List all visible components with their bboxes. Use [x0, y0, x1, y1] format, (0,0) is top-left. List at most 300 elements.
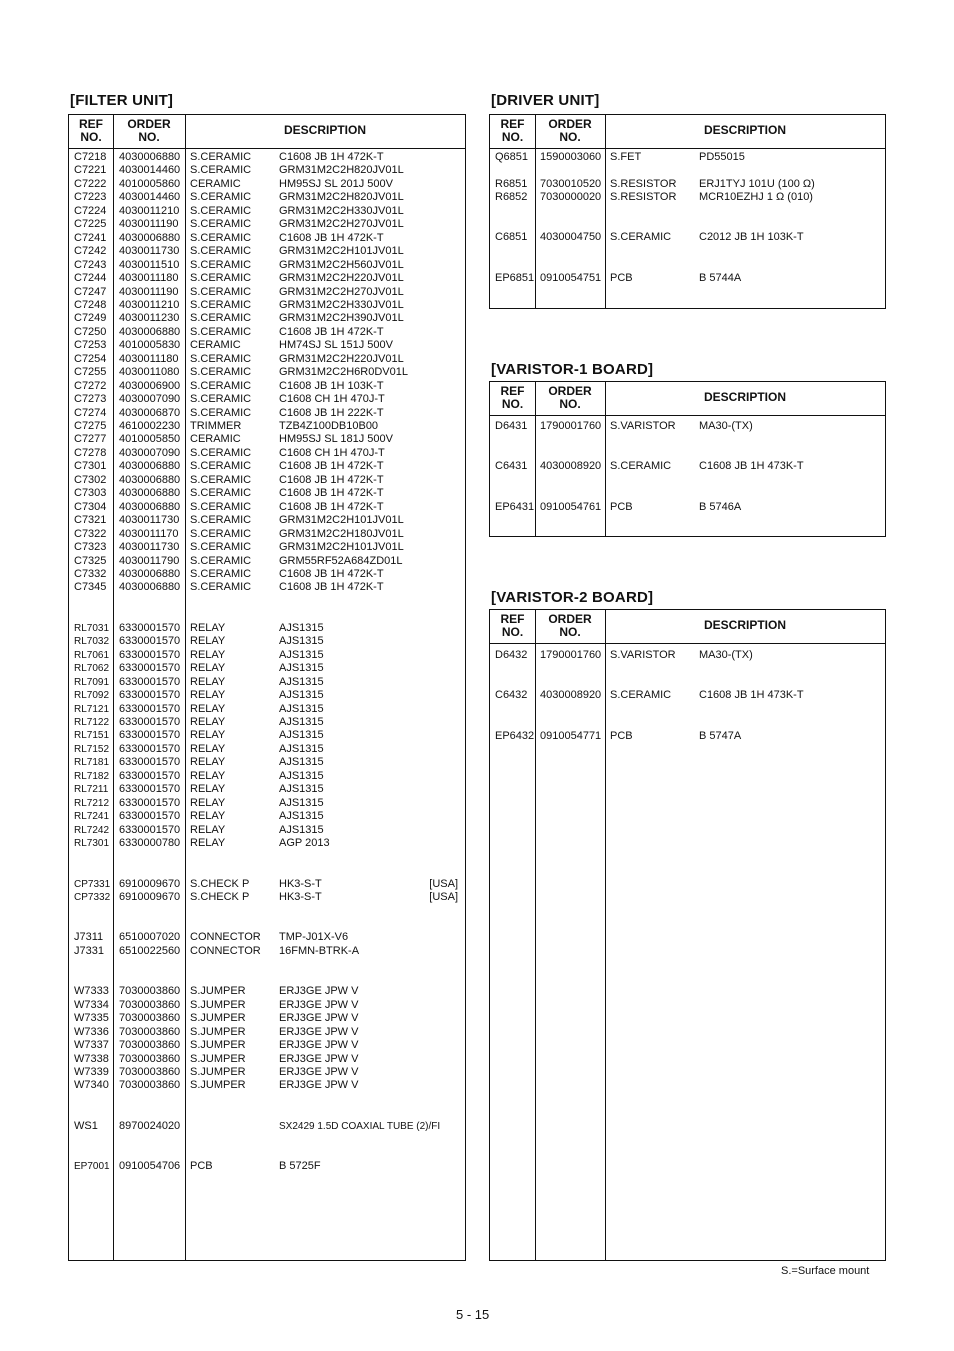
part-type-cell: CONNECTOR	[190, 944, 261, 957]
part-type-cell: S.CHECK P	[190, 890, 250, 903]
description-cell: GRM31M2C2H220JV01L	[279, 352, 404, 365]
part-type-cell: S.CERAMIC	[190, 393, 252, 406]
table-row	[69, 312, 465, 326]
part-type-cell: RELAY	[190, 742, 226, 755]
description-header: DESCRIPTION	[283, 123, 366, 137]
description-cell: MA30-(TX)	[699, 420, 753, 432]
description-cell: GRM31M2C2H101JV01L	[279, 541, 404, 554]
description-cell: HK3-S-T	[279, 890, 322, 903]
ref-no-cell: C7222	[74, 177, 107, 190]
ref-no-cell: C7303	[74, 487, 107, 500]
description-cell: AJS1315	[279, 729, 324, 742]
part-type-cell: S.CERAMIC	[190, 325, 252, 338]
part-type-cell: S.JUMPER	[190, 1066, 246, 1078]
table-row	[69, 891, 465, 905]
ref-no-cell: W7340	[74, 1079, 109, 1092]
table-row	[69, 1066, 465, 1080]
filter-unit-table	[68, 114, 466, 1261]
order-no-cell: 4030006880	[119, 500, 181, 513]
description-cell: AJS1315	[279, 742, 324, 755]
order-no-cell: 6510007020	[119, 931, 181, 944]
description-cell: C1608 JB 1H 472K-T	[279, 325, 384, 338]
ref-no-cell: Q6851	[495, 151, 529, 163]
order-no-cell: 4030004750	[540, 231, 602, 243]
part-type-cell: S.CERAMIC	[190, 164, 252, 177]
table-row	[69, 756, 465, 770]
order-no-cell: 6330001570	[119, 742, 181, 755]
varistor1-board-header	[490, 382, 885, 416]
ref-no-cell: C7254	[74, 352, 107, 365]
order-no-cell: 4030007090	[119, 393, 181, 406]
order-no-cell: 4010005830	[119, 339, 181, 352]
order-no-cell: 6330001570	[119, 729, 181, 742]
ref-no-cell: W7335	[74, 1012, 109, 1025]
driver-unit-header	[490, 115, 885, 149]
description-cell: AJS1315	[279, 823, 324, 836]
part-type-cell: S.CERAMIC	[190, 231, 252, 244]
order-no-cell: 6330001570	[119, 621, 181, 634]
ref-no-cell: R6851	[495, 178, 528, 190]
ref-no-cell: C7304	[74, 500, 107, 513]
ref-no-cell: C7323	[74, 541, 107, 554]
varistor2-board-table	[489, 609, 886, 1261]
ref-no-cell: EP7001	[74, 1161, 110, 1173]
order-no-cell: 7030010520	[540, 178, 602, 190]
ref-no-cell: J7331	[74, 944, 104, 957]
ref-no-cell: RL7031	[74, 622, 110, 634]
order-no-cell: 0910054751	[540, 272, 602, 284]
description-cell: AGP 2013	[279, 837, 330, 850]
ref-no-cell: C7302	[74, 473, 107, 486]
table-row	[69, 164, 465, 178]
order-no-cell: 6330001570	[119, 823, 181, 836]
ref-no-cell: C6432	[495, 689, 528, 701]
table-row	[69, 945, 465, 959]
table-row	[69, 191, 465, 205]
table-row	[69, 393, 465, 407]
ref-no-cell: J7311	[74, 931, 104, 944]
order-no-cell: 0910054761	[540, 501, 602, 513]
order-no-cell: 6330001570	[119, 689, 181, 702]
varistor2-board-header	[490, 610, 885, 644]
order-no-cell: 1790001760	[540, 649, 602, 661]
table-row	[490, 730, 885, 744]
table-row	[69, 514, 465, 528]
ref-no-cell: C7273	[74, 393, 107, 406]
order-no-cell: 4030007090	[119, 446, 181, 459]
table-row	[69, 272, 465, 286]
table-row	[490, 272, 885, 286]
order-no-cell: 6510022560	[119, 944, 181, 957]
ref-no-cell: C7223	[74, 191, 107, 204]
description-cell: C1608 JB 1H 473K-T	[699, 460, 804, 472]
table-row	[69, 1039, 465, 1053]
part-type-cell: PCB	[610, 501, 633, 513]
part-type-cell: RELAY	[190, 716, 226, 728]
order-no-cell: 4010005860	[119, 177, 181, 190]
ref-no-cell: EP6432	[495, 730, 535, 742]
table-row	[69, 353, 465, 367]
description-cell: GRM31M2C2H6R0DV01L	[279, 366, 408, 379]
order-no-cell: 4030011180	[119, 352, 179, 365]
ref-no-cell: D6431	[495, 420, 528, 432]
order-no-header: ORDER NO.	[127, 117, 171, 144]
description-cell: GRM31M2C2H180JV01L	[279, 527, 404, 540]
table-row	[490, 649, 885, 663]
part-type-cell: CERAMIC	[190, 339, 241, 352]
order-no-cell: 4030011510	[119, 258, 180, 271]
table-row	[69, 299, 465, 313]
part-type-cell: S.JUMPER	[190, 985, 246, 998]
table-row	[490, 501, 885, 515]
ref-no-cell: CP7331	[74, 878, 111, 890]
driver-unit-title: [DRIVER UNIT]	[491, 92, 600, 109]
description-cell: GRM31M2C2H820JV01L	[279, 191, 404, 204]
order-no-cell: 4610002230	[119, 420, 181, 432]
ref-no-cell: RL7032	[74, 636, 110, 648]
ref-no-cell: RL7061	[74, 649, 110, 661]
table-row	[69, 770, 465, 784]
ref-no-cell: W7339	[74, 1066, 109, 1078]
table-row	[69, 487, 465, 501]
part-type-cell: S.VARISTOR	[610, 649, 676, 661]
description-cell: TZB4Z100DB10B00	[279, 420, 379, 432]
ref-no-cell: C7241	[74, 231, 107, 244]
part-type-cell: S.FET	[610, 151, 642, 163]
ref-no-cell: RL7241	[74, 811, 110, 823]
order-no-cell: 6330001570	[119, 796, 181, 809]
description-cell: GRM31M2C2H390JV01L	[279, 312, 404, 325]
order-no-cell: 4030011210	[119, 298, 180, 311]
table-row	[69, 339, 465, 353]
ref-no-cell: R6852	[495, 191, 528, 204]
order-no-cell: 4030006900	[119, 379, 181, 392]
order-no-cell: 0910054706	[119, 1160, 181, 1173]
order-no-cell: 4030011190	[119, 285, 179, 298]
order-no-cell: 4030006880	[119, 487, 181, 500]
ref-no-cell: WS1	[74, 1119, 98, 1132]
table-row	[69, 447, 465, 461]
part-type-cell: RELAY	[190, 662, 226, 675]
part-type-cell: RELAY	[190, 769, 226, 782]
order-no-cell: 4030011080	[119, 366, 180, 379]
ref-no-cell: C7301	[74, 460, 107, 473]
table-row	[490, 420, 885, 434]
order-no-cell: 4030006880	[119, 460, 181, 473]
ref-no-cell: W7337	[74, 1039, 109, 1052]
part-type-cell: S.RESISTOR	[610, 178, 677, 190]
filter-unit-header	[69, 115, 465, 149]
ref-no-cell: C7322	[74, 527, 107, 540]
order-no-cell: 7030003860	[119, 1066, 181, 1078]
order-no-cell: 6910009670	[119, 890, 181, 903]
table-row	[69, 178, 465, 192]
description-cell: ERJ3GE JPW V	[279, 1052, 359, 1065]
order-no-cell: 7030000020	[540, 191, 602, 204]
description-cell: GRM31M2C2H560JV01L	[279, 258, 404, 271]
order-no-cell: 6330001570	[119, 662, 181, 675]
ref-no-cell: RL7212	[74, 797, 110, 809]
ref-no-cell: RL7121	[74, 703, 110, 715]
order-no-cell: 7030003860	[119, 998, 181, 1011]
table-row	[69, 286, 465, 300]
table-row	[69, 878, 465, 892]
description-cell: ERJ3GE JPW V	[279, 1012, 359, 1025]
ref-no-cell: C7242	[74, 245, 107, 258]
ref-no-cell: C7345	[74, 581, 107, 594]
table-row	[69, 783, 465, 797]
order-no-cell: 6330001570	[119, 635, 181, 648]
order-no-cell: 4030014460	[119, 191, 181, 204]
table-row	[490, 689, 885, 703]
part-type-cell: S.CERAMIC	[190, 272, 252, 285]
ref-no-cell: C6431	[495, 460, 528, 472]
part-type-cell: PCB	[610, 272, 633, 284]
description-header: DESCRIPTION	[703, 618, 786, 632]
ref-no-cell: RL7092	[74, 690, 110, 702]
description-cell: AJS1315	[279, 662, 324, 675]
ref-no-cell: C7255	[74, 366, 107, 379]
table-row	[490, 178, 885, 192]
ref-no-cell: C7225	[74, 218, 107, 231]
part-type-cell: S.CERAMIC	[190, 541, 252, 554]
order-no-cell: 6330001570	[119, 783, 181, 796]
table-row	[69, 259, 465, 273]
order-no-cell: 1790001760	[540, 420, 602, 432]
ref-no-cell: C7224	[74, 204, 107, 217]
table-row	[69, 501, 465, 515]
order-no-cell: 1590003060	[540, 151, 602, 163]
description-cell: GRM31M2C2H101JV01L	[279, 245, 404, 258]
part-type-cell: RELAY	[190, 796, 226, 809]
part-type-cell: S.CERAMIC	[190, 554, 252, 567]
ref-no-header: REF NO.	[79, 117, 103, 144]
description-cell: GRM31M2C2H270JV01L	[279, 218, 404, 231]
part-type-cell: CONNECTOR	[190, 931, 261, 944]
table-row	[69, 407, 465, 421]
description-cell: C1608 JB 1H 472K-T	[279, 231, 384, 244]
part-type-cell: S.CERAMIC	[190, 406, 252, 419]
surface-mount-footnote: S.=Surface mount	[781, 1265, 870, 1277]
ref-no-cell: EP6431	[495, 501, 535, 513]
part-type-cell: CERAMIC	[190, 433, 241, 446]
part-type-cell: RELAY	[190, 756, 226, 769]
order-no-cell: 7030003860	[119, 985, 181, 998]
page-number: 5 - 15	[456, 1307, 490, 1322]
part-type-cell: S.CERAMIC	[190, 473, 252, 486]
ref-no-cell: W7336	[74, 1025, 109, 1038]
order-no-cell: 6330001570	[119, 648, 181, 661]
ref-no-cell: C7278	[74, 446, 107, 459]
order-no-cell: 4030006870	[119, 406, 181, 419]
part-type-cell: S.CERAMIC	[190, 487, 252, 500]
note-cell: [USA]	[429, 890, 458, 903]
part-type-cell: S.RESISTOR	[610, 191, 677, 204]
ref-no-cell: CP7332	[74, 891, 111, 903]
part-type-cell: S.JUMPER	[190, 1079, 246, 1092]
table-row	[69, 931, 465, 945]
description-cell: AJS1315	[279, 702, 324, 715]
description-cell: GRM31M2C2H330JV01L	[279, 204, 404, 217]
part-type-cell: S.CERAMIC	[610, 231, 672, 243]
table-row	[69, 366, 465, 380]
part-type-cell: S.CERAMIC	[190, 446, 252, 459]
order-no-cell: 6910009670	[119, 877, 181, 890]
description-cell: AJS1315	[279, 796, 324, 809]
varistor1-board-title: [VARISTOR-1 BOARD]	[491, 361, 654, 378]
part-type-cell: PCB	[190, 1160, 213, 1173]
order-no-cell: 4030011170	[119, 527, 179, 540]
order-no-cell: 6330001570	[119, 702, 181, 715]
table-row	[69, 205, 465, 219]
part-type-cell: RELAY	[190, 837, 226, 850]
part-type-cell: S.VARISTOR	[610, 420, 676, 432]
description-cell: AJS1315	[279, 648, 324, 661]
description-cell: HM74SJ SL 151J 500V	[279, 339, 393, 352]
table-row	[69, 622, 465, 636]
ref-no-cell: C7243	[74, 258, 107, 271]
table-row	[69, 232, 465, 246]
description-header: DESCRIPTION	[703, 123, 786, 137]
ref-no-cell: C7221	[74, 164, 107, 177]
table-row	[69, 474, 465, 488]
table-row	[69, 380, 465, 394]
part-type-cell: RELAY	[190, 689, 226, 702]
description-cell: MCR10EZHJ 1 Ω (010)	[699, 191, 813, 204]
description-cell: AJS1315	[279, 756, 324, 769]
description-cell: HK3-S-T	[279, 877, 322, 890]
table-row	[69, 326, 465, 340]
part-type-cell: S.CERAMIC	[190, 218, 252, 231]
description-cell: B 5746A	[699, 501, 742, 513]
filter-unit-title: [FILTER UNIT]	[70, 92, 174, 109]
part-type-cell: S.CERAMIC	[610, 460, 672, 472]
part-type-cell: TRIMMER	[190, 420, 242, 432]
part-type-cell: S.CERAMIC	[190, 379, 252, 392]
order-no-header: ORDER NO.	[548, 117, 592, 144]
ref-no-cell: C7275	[74, 420, 107, 432]
description-cell: HM95SJ SL 181J 500V	[279, 433, 393, 446]
description-cell: AJS1315	[279, 769, 324, 782]
ref-no-cell: C7253	[74, 339, 107, 352]
part-type-cell: S.JUMPER	[190, 1025, 246, 1038]
ref-no-cell: RL7301	[74, 838, 110, 850]
ref-no-cell: RL7152	[74, 743, 110, 755]
table-row	[69, 1026, 465, 1040]
table-row	[69, 433, 465, 447]
table-row	[69, 245, 465, 259]
description-cell: GRM31M2C2H330JV01L	[279, 298, 404, 311]
description-cell: C1608 JB 1H 472K-T	[279, 567, 384, 580]
description-cell: ERJ3GE JPW V	[279, 1066, 359, 1078]
part-type-cell: S.CERAMIC	[190, 366, 252, 379]
ref-no-cell: W7338	[74, 1052, 109, 1065]
ref-no-cell: C7325	[74, 554, 107, 567]
part-type-cell: S.JUMPER	[190, 1012, 246, 1025]
order-no-cell: 7030003860	[119, 1079, 181, 1092]
ref-no-cell: RL7182	[74, 770, 110, 782]
part-type-cell: S.JUMPER	[190, 1052, 246, 1065]
order-no-cell: 7030003860	[119, 1039, 181, 1052]
part-type-cell: S.CERAMIC	[190, 567, 252, 580]
description-cell: AJS1315	[279, 716, 324, 728]
description-cell: ERJ3GE JPW V	[279, 1039, 359, 1052]
description-cell: AJS1315	[279, 675, 324, 688]
part-type-cell: RELAY	[190, 621, 226, 634]
order-no-cell: 6330001570	[119, 810, 181, 823]
table-row	[69, 729, 465, 743]
ref-no-cell: RL7242	[74, 824, 110, 836]
table-row	[490, 151, 885, 165]
ref-no-cell: RL7211	[74, 784, 109, 796]
driver-unit-table	[489, 114, 886, 309]
description-cell: ERJ3GE JPW V	[279, 998, 359, 1011]
order-no-cell: 6330001570	[119, 756, 181, 769]
part-type-cell: S.JUMPER	[190, 998, 246, 1011]
part-type-cell: S.CERAMIC	[190, 191, 252, 204]
order-no-cell: 4030008920	[540, 689, 602, 701]
order-no-cell: 0910054771	[540, 730, 602, 742]
ref-no-cell: RL7151	[74, 730, 110, 742]
part-type-cell: S.CERAMIC	[190, 258, 252, 271]
description-cell: C1608 JB 1H 472K-T	[279, 500, 384, 513]
order-no-cell: 4030011190	[119, 218, 179, 231]
part-type-cell: S.CERAMIC	[190, 204, 252, 217]
part-type-cell: S.CERAMIC	[190, 245, 252, 258]
order-no-cell: 4030006880	[119, 581, 181, 594]
order-no-cell: 6330001570	[119, 716, 181, 728]
ref-no-cell: C7244	[74, 272, 107, 285]
description-cell: C1608 JB 1H 472K-T	[279, 487, 384, 500]
part-type-cell: RELAY	[190, 635, 226, 648]
varistor2-board-title: [VARISTOR-2 BOARD]	[491, 589, 654, 606]
order-no-cell: 6330001570	[119, 769, 181, 782]
order-no-cell: 4010005850	[119, 433, 181, 446]
description-cell: PD55015	[699, 151, 745, 163]
ref-no-cell: C7249	[74, 312, 107, 325]
description-cell: B 5744A	[699, 272, 742, 284]
ref-no-header: REF NO.	[500, 117, 525, 144]
order-no-cell: 4030008920	[540, 460, 602, 472]
description-cell: GRM31M2C2H270JV01L	[279, 285, 404, 298]
ref-no-cell: C7321	[74, 514, 107, 527]
ref-no-cell: C7274	[74, 406, 107, 419]
description-cell: GRM31M2C2H820JV01L	[279, 164, 404, 177]
order-no-cell: 7030003860	[119, 1052, 181, 1065]
table-row	[69, 635, 465, 649]
description-cell: AJS1315	[279, 810, 324, 823]
order-no-cell: 4030006880	[119, 231, 181, 244]
order-no-header: ORDER NO.	[548, 612, 592, 639]
part-type-cell: S.CERAMIC	[190, 352, 252, 365]
part-type-cell: RELAY	[190, 810, 226, 823]
ref-no-cell: C7218	[74, 151, 107, 163]
table-row	[69, 1160, 465, 1174]
table-row	[490, 231, 885, 245]
table-row	[69, 1012, 465, 1026]
table-row	[69, 985, 465, 999]
table-row	[69, 555, 465, 569]
note-cell: [USA]	[429, 877, 458, 890]
description-cell: GRM31M2C2H101JV01L	[279, 514, 404, 527]
description-cell: C1608 JB 1H 472K-T	[279, 151, 384, 163]
table-row	[69, 541, 465, 555]
description-cell: TMP-J01X-V6	[279, 931, 349, 944]
table-row	[69, 528, 465, 542]
table-row	[69, 703, 465, 717]
ref-no-cell: W7333	[74, 985, 109, 998]
table-row	[490, 460, 885, 474]
